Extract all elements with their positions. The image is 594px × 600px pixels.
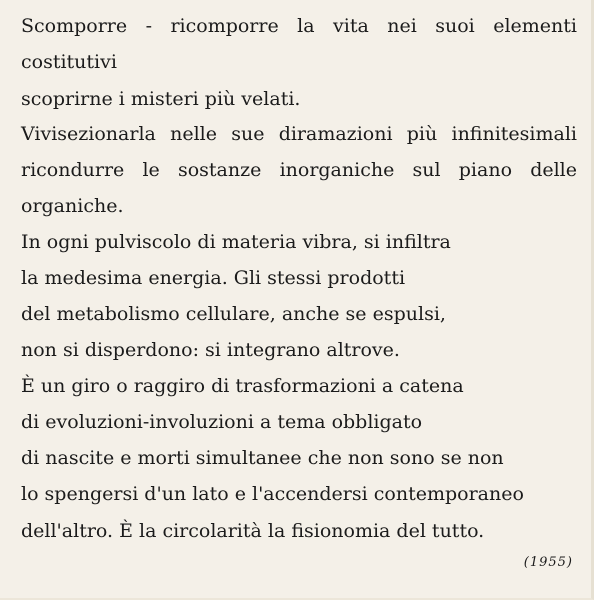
poem-line-3: scoprirne i misteri più velati. <box>21 88 301 110</box>
poem-line-12: di evoluzioni-involuzioni a tema obbligato <box>21 411 423 433</box>
poem-line-7: In ogni pulviscolo di materia vibra, si infiltra <box>21 231 451 253</box>
poem-line-4: Vivisezionarla nelle sue diramazioni più infinitesimali <box>21 123 577 145</box>
poem-line-10: non si disperdono: si integrano altrove. <box>21 339 400 361</box>
poem-line-9: del metabolismo cellulare, anche se espulsi, <box>21 303 446 325</box>
poem-line-2: costitutivi <box>21 51 117 73</box>
poem-line-8: la medesima energia. Gli stessi prodotti <box>21 267 406 289</box>
poem-line-15: dell'altro. È la circolarità la fisionomia del tutto. <box>21 520 485 542</box>
poem-line-13: di nascite e morti simultanee che non sono se non <box>21 447 504 469</box>
poem-line-5: ricondurre le sostanze inorganiche sul piano delle <box>21 159 577 181</box>
poem-date: (1955) <box>523 555 573 570</box>
poem-line-1: Scomporre - ricomporre la vita nei suoi elementi <box>21 15 577 37</box>
poem-line-6: organiche. <box>21 195 124 217</box>
poem-line-11: È un giro o raggiro di trasformazioni a catena <box>21 375 464 397</box>
poem-line-14: lo spengersi d'un lato e l'accendersi contemporaneo <box>21 483 524 505</box>
